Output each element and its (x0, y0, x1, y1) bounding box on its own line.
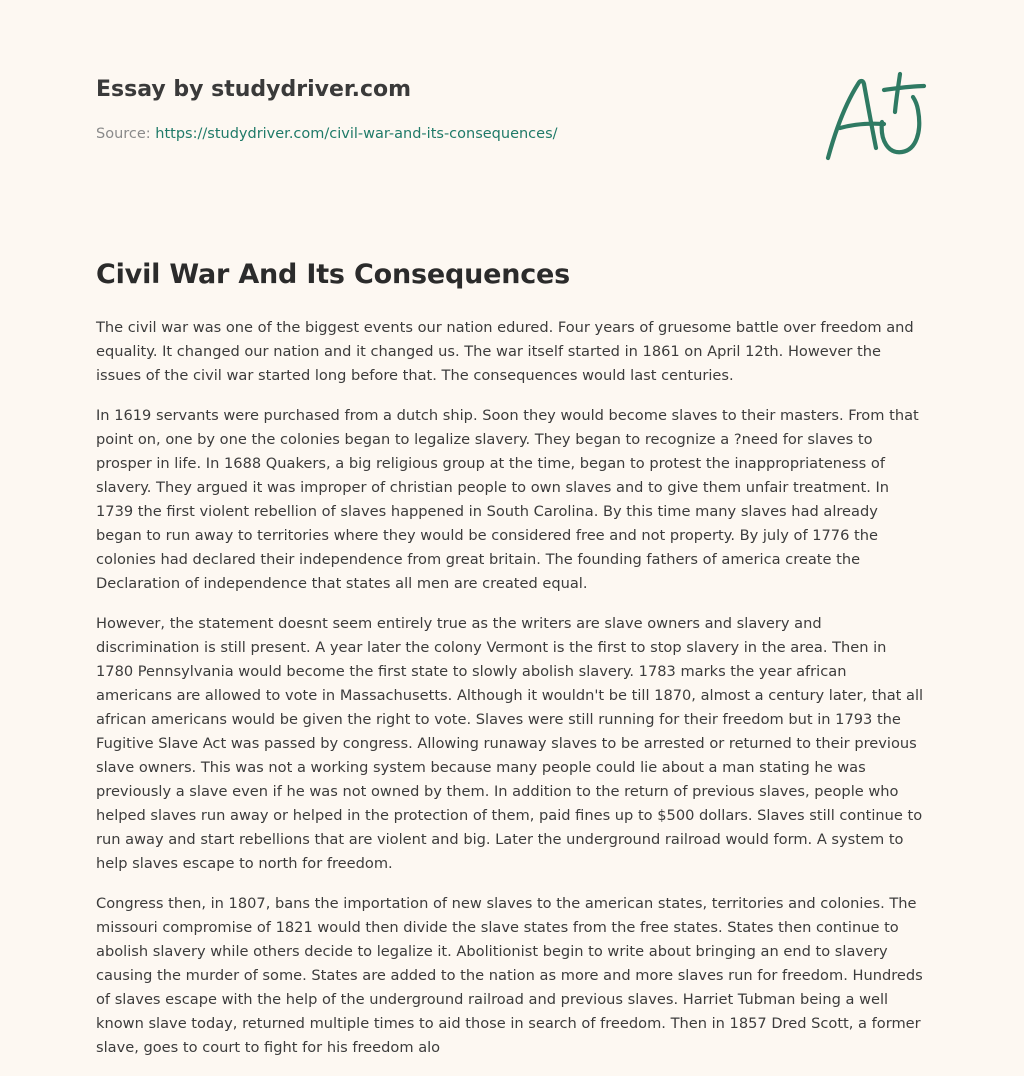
paragraph: However, the statement doesnt seem entirely true as the writers are slave owners and slavery and discrimination is still present. A year later the colony Vermont is the first to stop slavery in the area. Then in 1780 Pennsylvania would become the first state to slowly abolish slavery. 1783 marks the year african americans are allowed to vote in Massachusetts. Although it wouldn't be till 1870, almost a century later, that all african americans would be given the right to vote. Slaves were still running for their freedom but in 1793 the Fugitive Slave Act was passed by congress. Allowing runaway slaves to be arrested or returned to their previous slave owners. This was not a working system because many people could lie about a man stating he was previously a slave even if he was not owned by them. In addition to the return of previous slaves, people who helped slaves run away or helped in the protection of them, paid fines up to $500 dollars. Slaves still continue to run away and start rebellions that are violent and big. Later the underground railroad would form. A system to help slaves escape to north for freedom. (96, 615, 924, 872)
header (96, 76, 796, 144)
source-line (96, 124, 796, 144)
site-title: Essay by studydriver.com (96, 77, 412, 102)
essay-body (96, 316, 926, 1076)
source-label: Source: (96, 126, 156, 142)
essay-title: Civil War And Its Consequences (96, 259, 571, 290)
source-link[interactable]: https://studydriver.com/civil-war-and-its-consequences/ (155, 126, 558, 142)
paragraph: In 1619 servants were purchased from a dutch ship. Soon they would become slaves to their masters. From that point on, one by one the colonies began to legalize slavery. They began to recognize a ?need for slaves to prosper in life. In 1688 Quakers, a big religious group at the time, began to protest the inappropriateness of slavery. They argued it was improper of christian people to own slaves and to give them unfair treatment. In 1739 the first violent rebellion of slaves happened in South Carolina. By this time many slaves had already began to run away to territories where they would be considered free and not property. By july of 1776 the colonies had declared their independence from great britain. The founding fathers of america create the Declaration of independence that states all men are created equal. (96, 407, 919, 592)
paragraph: The civil war was one of the biggest events our nation edured. Four years of gruesome battle over freedom and equality. It changed our nation and it changed us. The war itself started in 1861 on April 12th. However the issues of the civil war started long before that. The consequences would last centuries. (96, 319, 914, 384)
a-plus-logo-icon (818, 66, 928, 166)
paragraph: Congress then, in 1807, bans the importation of new slaves to the american states, territories and colonies. The missouri compromise of 1821 would then divide the slave states from the free states. States then continue to abolish slavery while others decide to legalize it. Abolitionist begin to write about bringing an end to slavery causing the murder of some. States are added to the nation as more and more slaves run for freedom. Hundreds of slaves escape with the help of the underground railroad and previous slaves. Harriet Tubman being a well known slave today, returned multiple times to aid those in search of freedom. Then in 1857 Dred Scott, a former slave, goes to court to fight for his freedom alo (96, 895, 923, 1056)
